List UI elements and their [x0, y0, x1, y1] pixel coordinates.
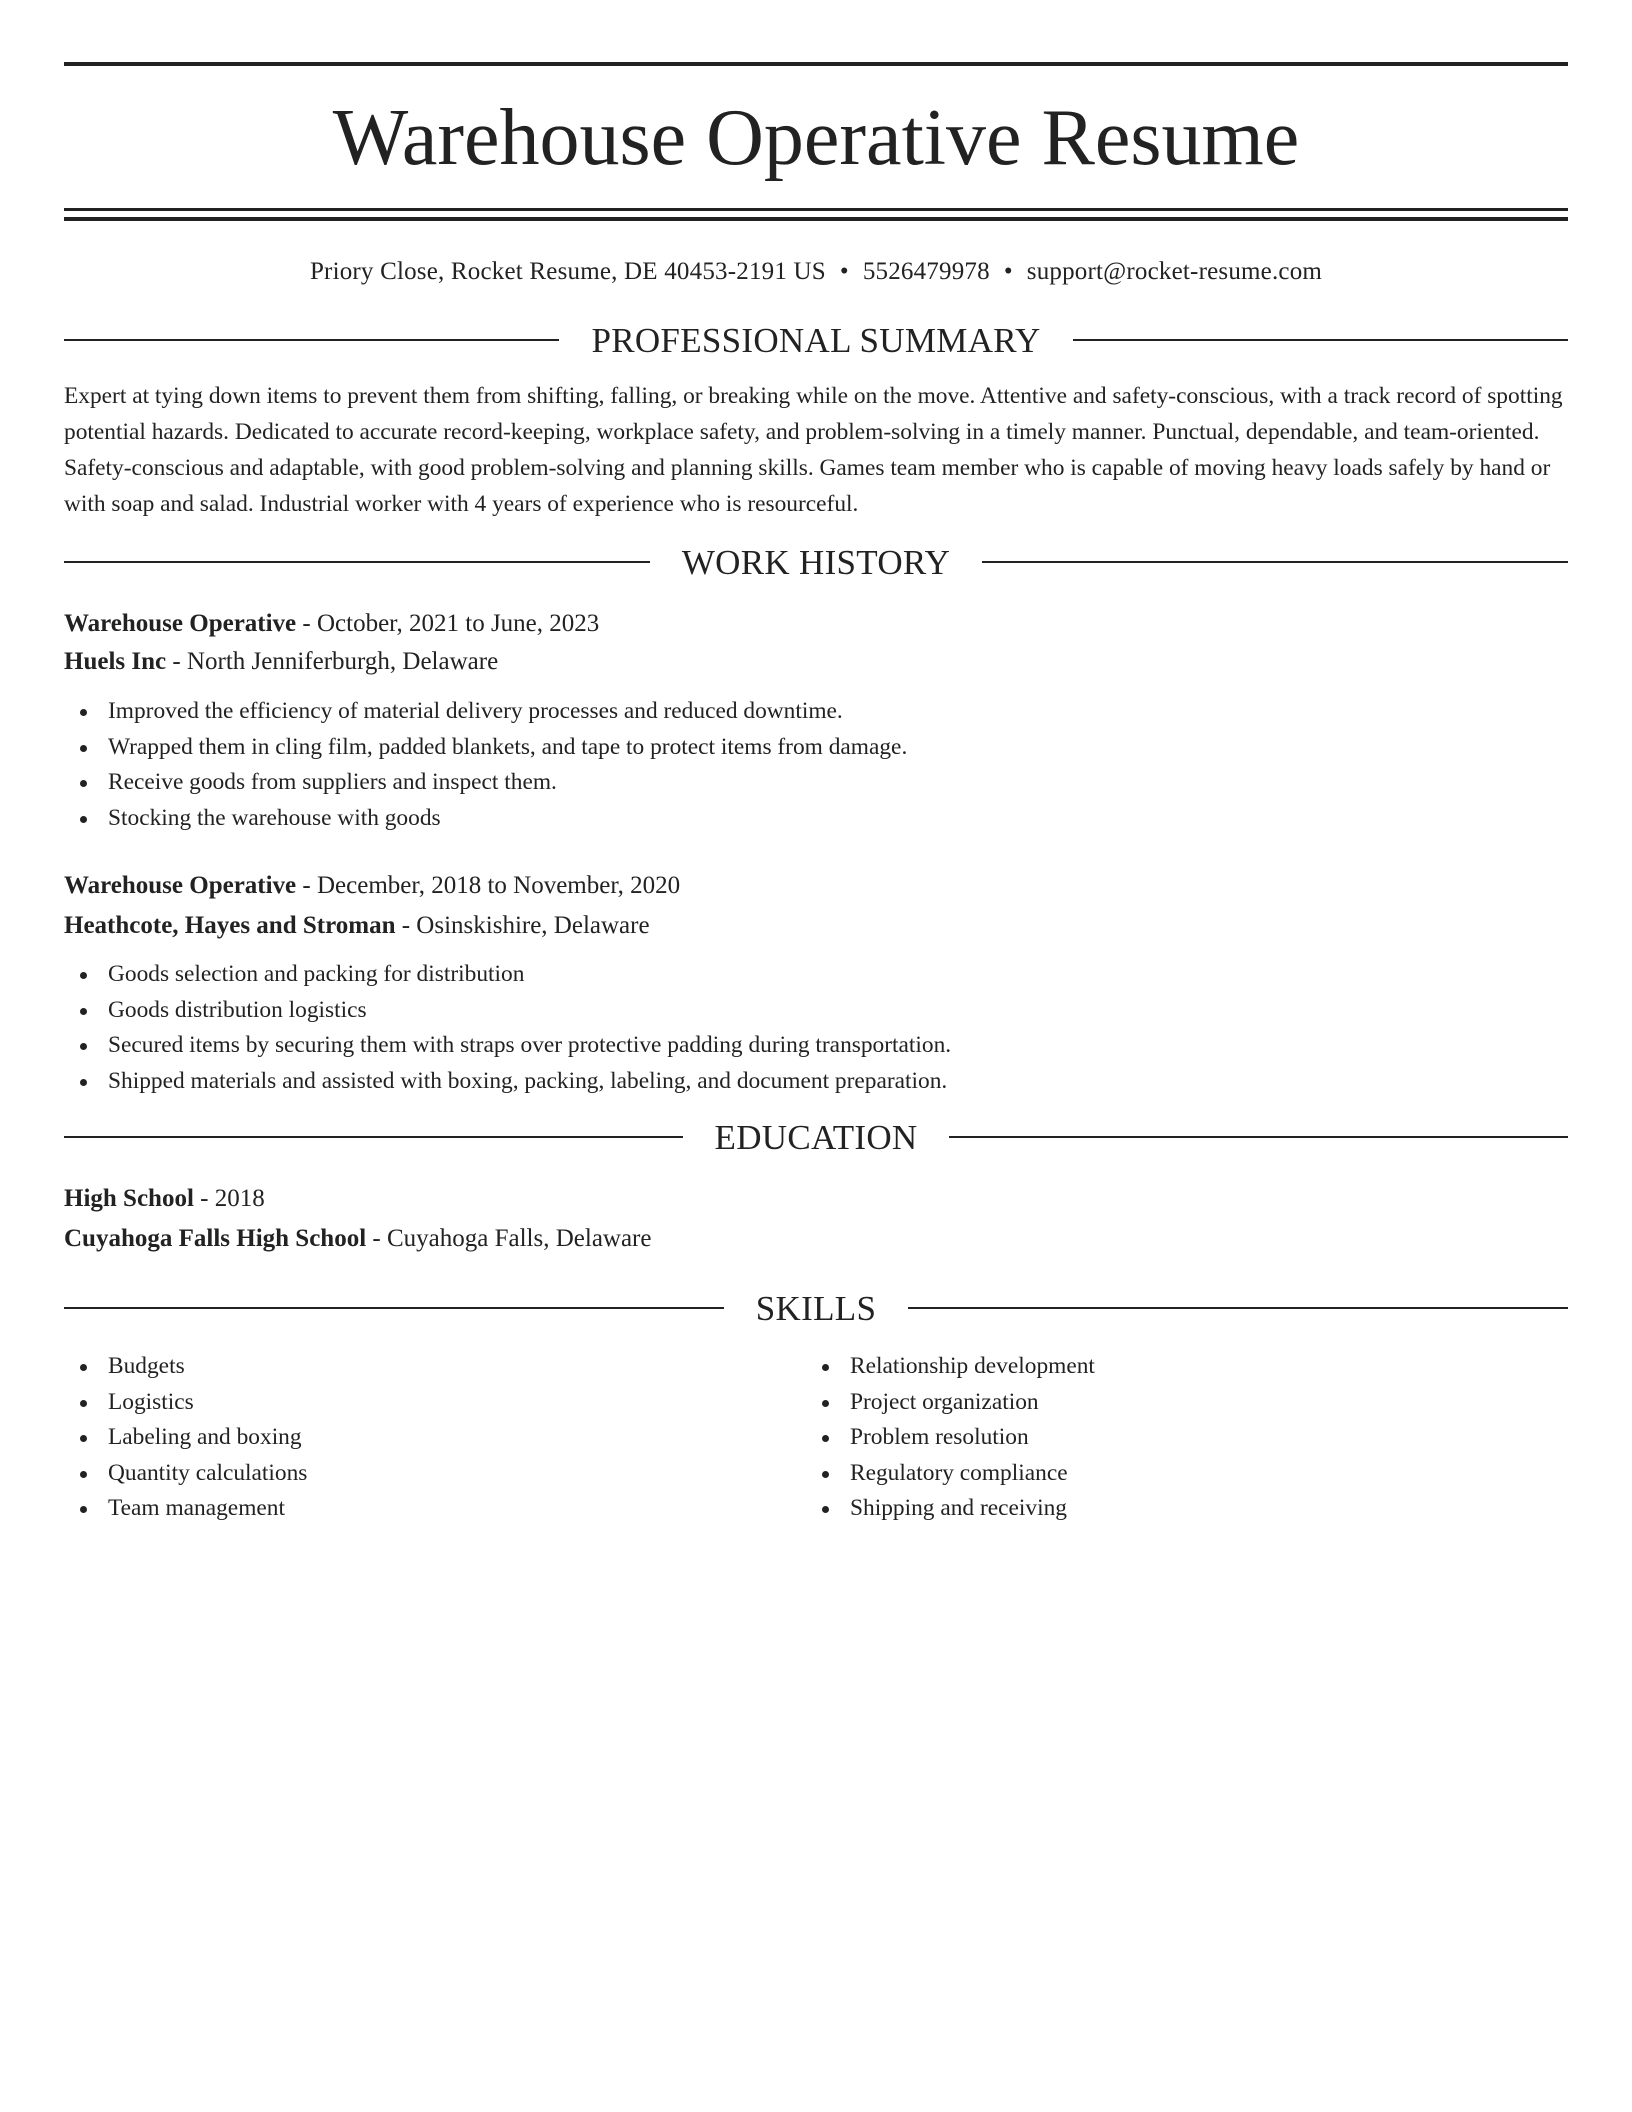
skill-item	[64, 1491, 806, 1527]
list-item-text: Stocking the warehouse with goods	[108, 804, 441, 831]
bullet-dot	[80, 816, 87, 823]
skill-item	[64, 1456, 806, 1492]
skill-text: Shipping and receiving	[850, 1495, 1067, 1521]
job-dates: - October, 2021 to June, 2023	[296, 610, 600, 637]
education-year: - 2018	[193, 1185, 265, 1212]
job-company: Huels Inc	[64, 648, 167, 675]
education-entry	[64, 1180, 1568, 1258]
resume-title: Warehouse Operative Resume	[332, 94, 1300, 182]
list-item	[64, 801, 1568, 837]
list-item-text: Improved the efficiency of material delivery processes and reduced downtime.	[108, 698, 843, 724]
list-item	[64, 1028, 1568, 1064]
job-location: - North Jenniferburgh, Delaware	[166, 648, 499, 675]
job-company-line	[64, 907, 1568, 945]
skill-text: Budgets	[108, 1353, 185, 1379]
bullet-dot	[80, 1008, 87, 1015]
contact-separator: •	[1003, 258, 1013, 285]
bullet-dot	[80, 1435, 87, 1442]
list-item-text: Wrapped them in cling film, padded blankets, and tape to protect items from damage.	[108, 733, 908, 760]
contact-separator: •	[839, 258, 849, 285]
bullet-dot	[822, 1435, 829, 1442]
job-title-line	[64, 867, 1568, 905]
job-entry	[64, 605, 1568, 836]
heading-rule-right	[949, 1136, 1568, 1138]
bullet-dot	[80, 1079, 87, 1086]
education-school: Cuyahoga Falls High School	[64, 1225, 367, 1252]
summary-heading-label: PROFESSIONAL SUMMARY	[591, 320, 1041, 360]
skill-item	[64, 1420, 806, 1456]
bullet-dot	[80, 1043, 87, 1050]
bullet-dot	[80, 780, 87, 787]
heading-rule-left	[64, 339, 559, 341]
job-entry	[64, 867, 1568, 1099]
bullet-dot	[80, 1364, 87, 1371]
skills-column-left	[64, 1349, 806, 1527]
contact-email: support@rocket-resume.com	[1026, 258, 1323, 285]
bullet-dot	[822, 1400, 829, 1407]
skill-text: Logistics	[108, 1388, 194, 1415]
heading-rule-right	[908, 1307, 1568, 1309]
list-item	[64, 993, 1568, 1029]
skills-column-right	[806, 1349, 1548, 1527]
education-degree-line	[64, 1180, 1568, 1218]
contact-phone: 5526479978	[862, 258, 990, 285]
skill-item	[64, 1349, 806, 1385]
skill-item	[64, 1385, 806, 1421]
skills-heading	[64, 1288, 1568, 1328]
skill-text: Team management	[108, 1495, 285, 1521]
list-item-text: Receive goods from suppliers and inspect them.	[108, 769, 557, 795]
list-item-text: Goods selection and packing for distribution	[108, 961, 525, 987]
job-dates: - December, 2018 to November, 2020	[296, 872, 681, 899]
list-item-text: Secured items by securing them with straps over protective padding during transportation.	[108, 1032, 952, 1058]
list-item	[64, 694, 1568, 730]
job-bullets	[64, 694, 1568, 836]
education-location: - Cuyahoga Falls, Delaware	[366, 1225, 652, 1252]
education-heading	[64, 1117, 1568, 1157]
skill-text: Labeling and boxing	[108, 1424, 302, 1450]
job-title: Warehouse Operative	[64, 872, 297, 899]
list-item	[64, 957, 1568, 993]
contact-address: Priory Close, Rocket Resume, DE 40453-2191 US	[309, 258, 826, 285]
skill-text: Problem resolution	[850, 1424, 1029, 1450]
skill-item	[806, 1420, 1548, 1456]
summary-heading	[64, 320, 1568, 360]
heading-rule-left	[64, 1136, 683, 1138]
bullet-dot	[80, 1471, 87, 1478]
header-double-rule	[64, 208, 1568, 221]
skills-grid	[64, 1349, 1568, 1527]
job-company-line	[64, 643, 1568, 681]
bullet-dot	[80, 745, 87, 752]
list-item-text: Shipped materials and assisted with boxing, packing, labeling, and document preparation.	[108, 1067, 948, 1094]
skill-item	[806, 1456, 1548, 1492]
job-title-line	[64, 605, 1568, 643]
skill-item	[806, 1349, 1548, 1385]
work-history-heading	[64, 542, 1568, 582]
job-bullets	[64, 957, 1568, 1099]
bullet-dot	[80, 709, 87, 716]
contact-line	[64, 259, 1568, 285]
skills-heading-label: SKILLS	[755, 1288, 877, 1328]
skill-text: Regulatory compliance	[850, 1459, 1068, 1486]
bullet-dot	[80, 1400, 87, 1407]
list-item	[64, 765, 1568, 801]
heading-rule-left	[64, 1307, 724, 1309]
bullet-dot	[822, 1471, 829, 1478]
skill-item	[806, 1491, 1548, 1527]
list-item	[64, 1064, 1568, 1100]
heading-rule-right	[982, 561, 1568, 563]
skill-text: Relationship development	[850, 1353, 1095, 1379]
skill-item	[806, 1385, 1548, 1421]
bullet-dot	[822, 1364, 829, 1371]
skill-text: Quantity calculations	[108, 1459, 308, 1486]
header-top-rule	[64, 62, 1568, 66]
bullet-dot	[80, 972, 87, 979]
summary-text: Expert at tying down items to prevent them from shifting, falling, or breaking while on the move. Attentive and safety-conscious, with a track record of spotting potential hazards. Dedicated to accurate record-keeping, workplace safety, and problem-solving in a timely manner. Punctual, dependable, and team-oriented. Safety-conscious and adaptable, with good problem-solving and planning skills. Games team member who is capable of moving heavy loads safely by hand or with soap and salad. Industrial worker with 4 years of experience who is resourceful.	[64, 383, 1563, 517]
work-history-heading-label: WORK HISTORY	[681, 542, 951, 582]
bullet-dot	[80, 1506, 87, 1513]
job-title: Warehouse Operative	[64, 610, 297, 637]
job-company: Heathcote, Hayes and Stroman	[64, 912, 396, 939]
education-school-line	[64, 1220, 1568, 1258]
skill-text: Project organization	[850, 1388, 1039, 1415]
list-item-text: Goods distribution logistics	[108, 996, 367, 1023]
education-degree: High School	[64, 1185, 194, 1212]
heading-rule-left	[64, 561, 650, 563]
job-location: - Osinskishire, Delaware	[395, 912, 650, 939]
heading-rule-right	[1073, 339, 1568, 341]
education-heading-label: EDUCATION	[714, 1117, 918, 1157]
list-item	[64, 730, 1568, 766]
bullet-dot	[822, 1506, 829, 1513]
